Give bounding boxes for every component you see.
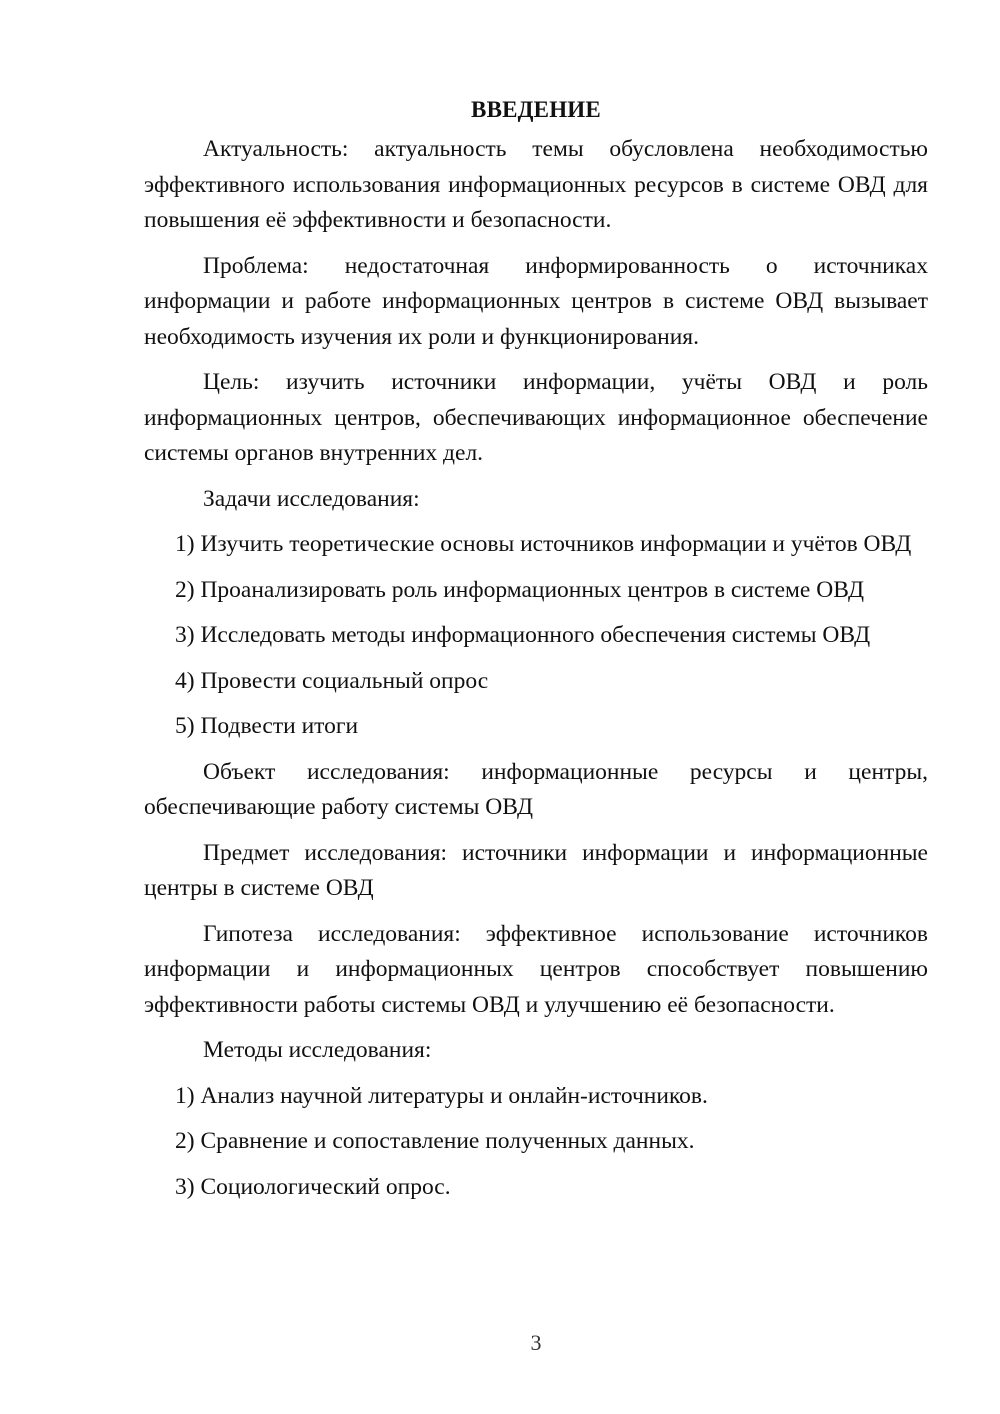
- list-item: 3) Социологический опрос.: [175, 1173, 451, 1200]
- relevance-paragraph: Актуальность: актуальность темы обусловлена необходимостью эффективного использования информационных ресурсов в системе ОВД для повышения её эффективности и безопасности.: [144, 136, 928, 233]
- methods-list: [144, 1079, 928, 1206]
- list-item: 1) Изучить теоретические основы источников информации и учётов ОВД: [175, 531, 912, 557]
- page-number: 3: [530, 1330, 542, 1355]
- object-paragraph: Объект исследования: информационные ресурсы и центры, обеспечивающие работу системы ОВД: [144, 758, 928, 820]
- goal-paragraph: Цель: изучить источники информации, учёты ОВД и роль информационных центров, обеспечивающих информационное обеспечение системы органов внутренних дел.: [144, 369, 928, 466]
- tasks-list: [144, 527, 928, 745]
- subject-paragraph: Предмет исследования: источники информации и информационные центры в системе ОВД: [144, 839, 928, 901]
- list-item: 2) Проанализировать роль информационных центров в системе ОВД: [175, 576, 865, 603]
- document-page: [144, 92, 928, 1215]
- tasks-heading: Задачи исследования:: [203, 485, 420, 512]
- methods-heading: Методы исследования:: [203, 1037, 432, 1063]
- list-item: 5) Подвести итоги: [175, 713, 359, 739]
- list-item: 4) Провести социальный опрос: [175, 667, 489, 694]
- list-item: 2) Сравнение и сопоставление полученных данных.: [175, 1128, 695, 1154]
- page-title: ВВЕДЕНИЕ: [471, 97, 601, 122]
- hypothesis-paragraph: Гипотеза исследования: эффективное использование источников информации и информационных центров способствует повышению эффективности работы системы ОВД и улучшению её безопасности.: [144, 920, 928, 1018]
- list-item: 1) Анализ научной литературы и онлайн-источников.: [175, 1082, 708, 1109]
- problem-paragraph: Проблема: недостаточная информированность о источниках информации и работе информационных центров в системе ОВД вызывает необходимость изучения их роли и функционирования.: [144, 252, 928, 350]
- list-item: 3) Исследовать методы информационного обеспечения системы ОВД: [175, 622, 871, 648]
